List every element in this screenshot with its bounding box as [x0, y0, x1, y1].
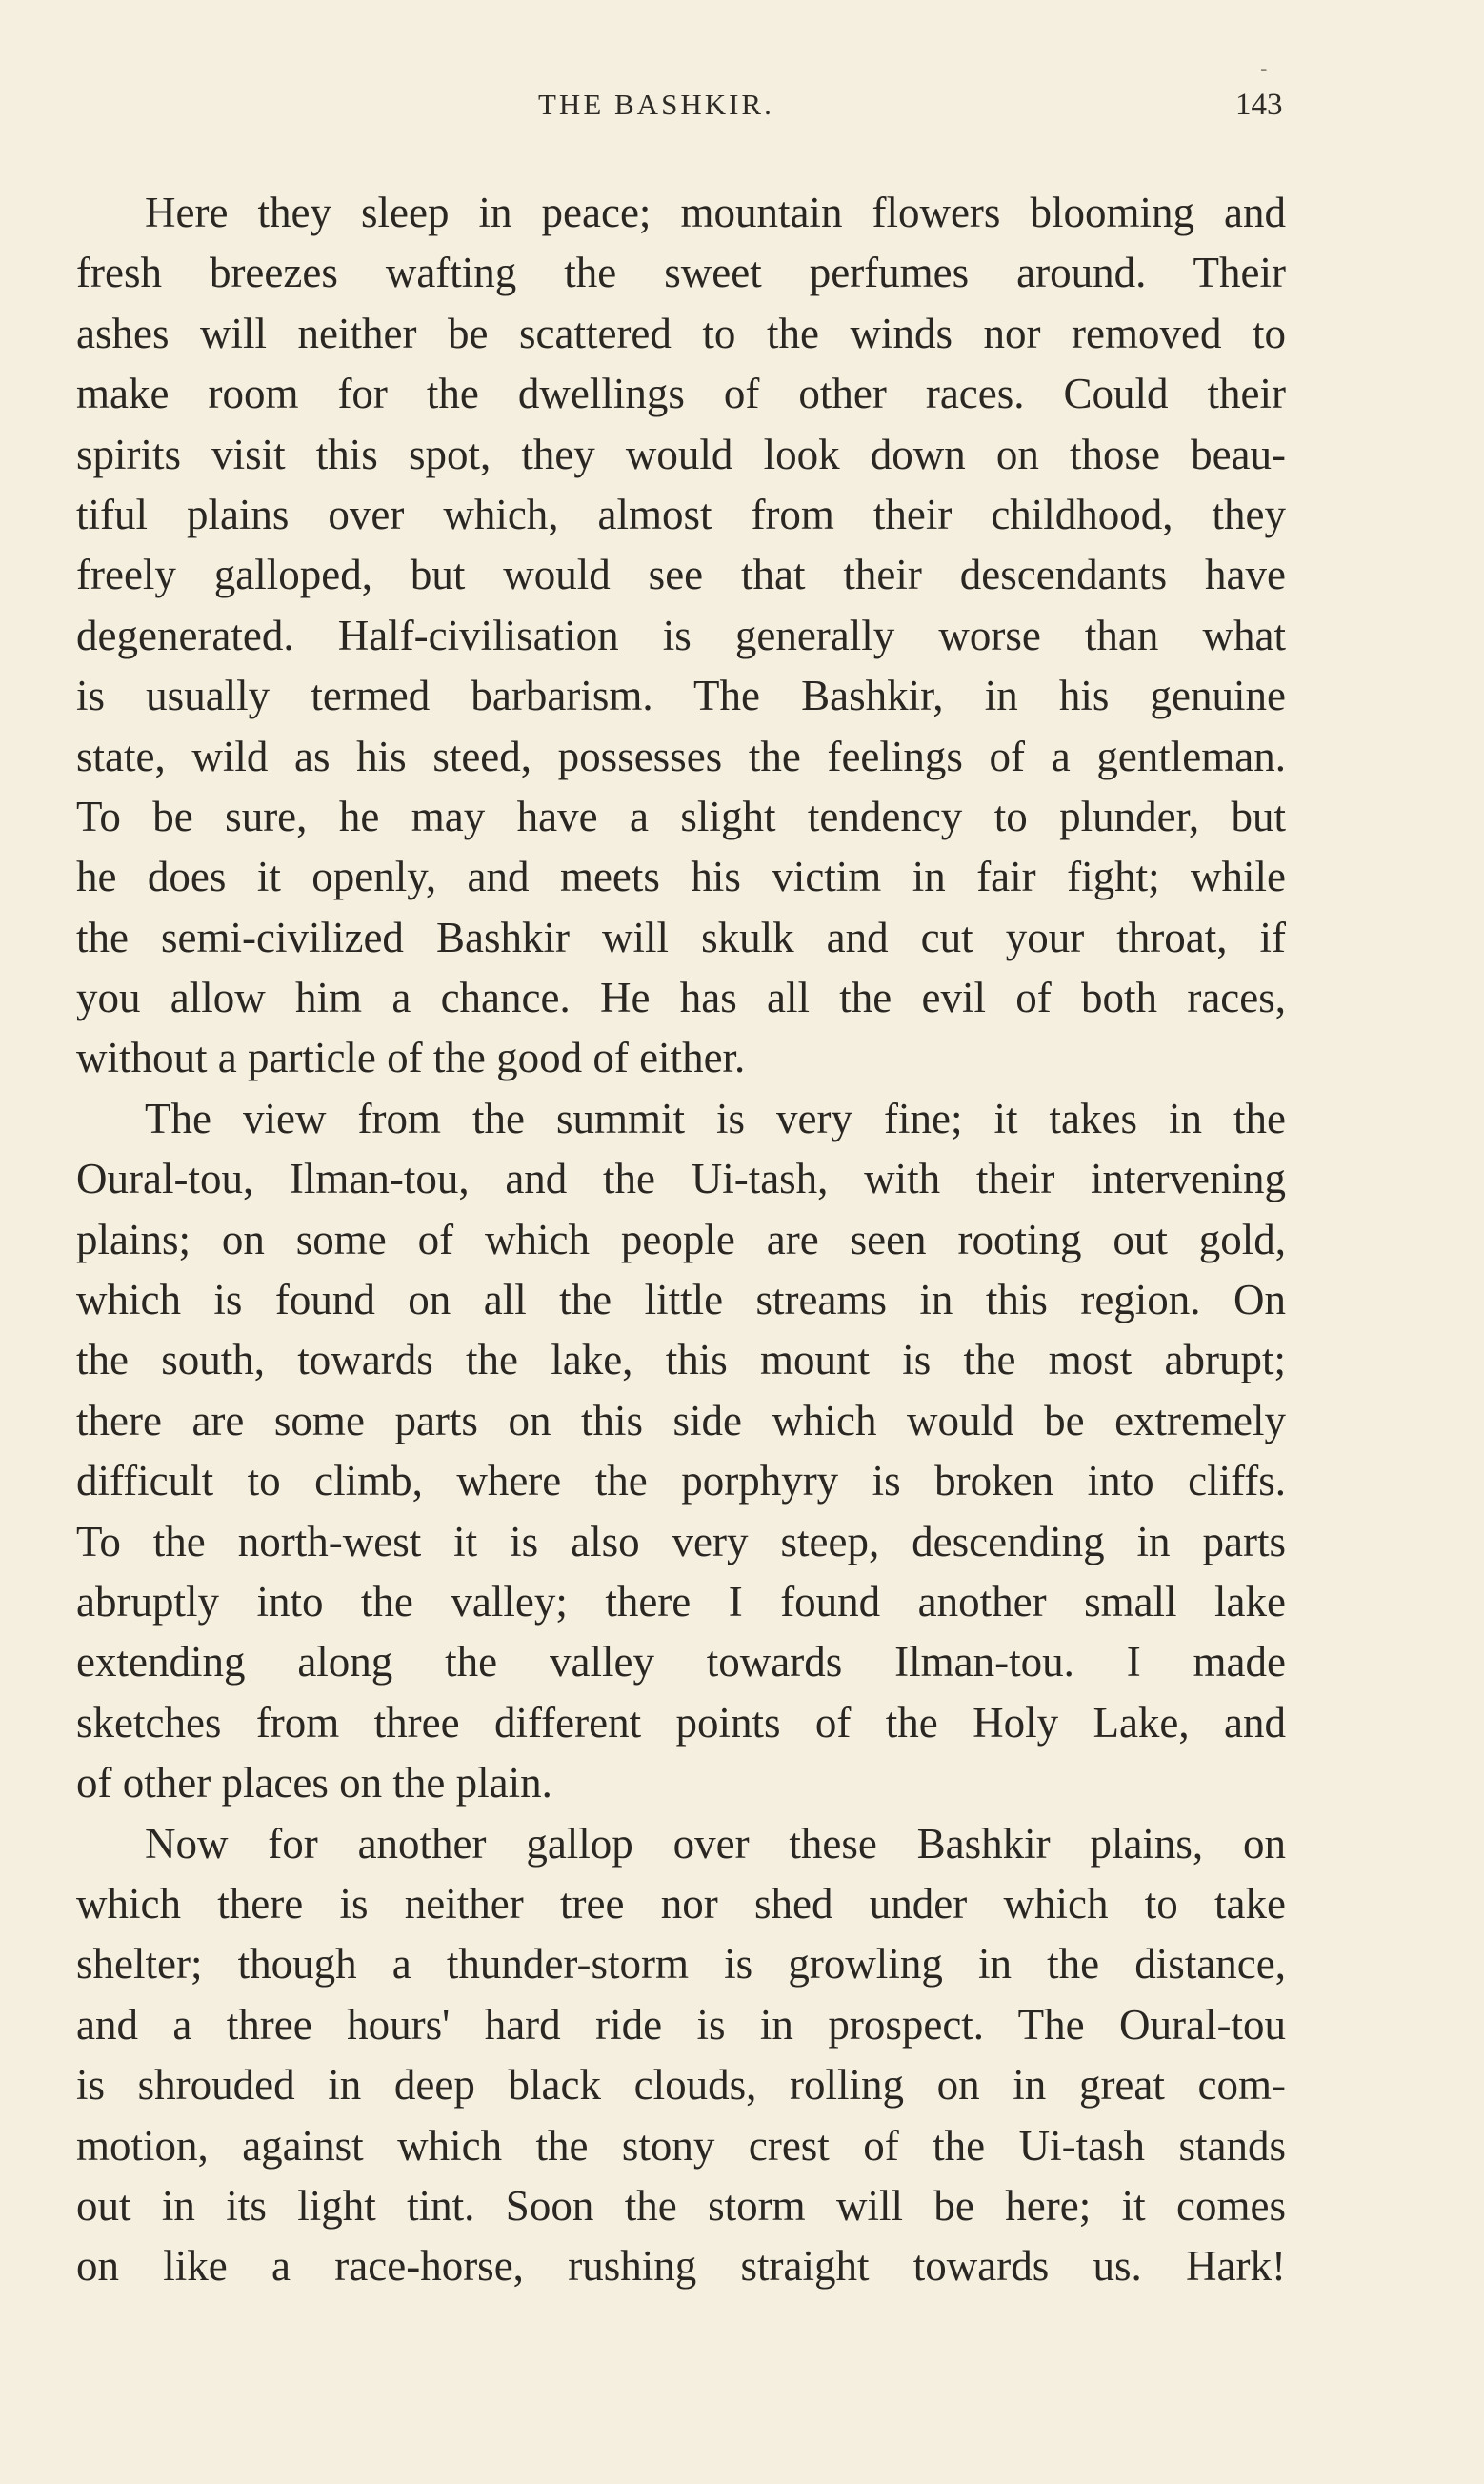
text-line: Now for another gallop over these Bashkir plains, on: [145, 1819, 1286, 1868]
text-line: state, wild as his steed, possesses the feelings of a gentleman.: [76, 732, 1286, 780]
text-line: the south, towards the lake, this mount is the most abrupt;: [76, 1336, 1286, 1384]
text-line: tiful plains over which, almost from their childhood, they: [76, 490, 1286, 538]
text-line: degenerated. Half-civilisation is generally worse than what: [76, 611, 1286, 659]
text-line: motion, against which the stony crest of the Ui-tash stands: [76, 2121, 1286, 2170]
text-line: difficult to climb, where the porphyry is broken into cliffs.: [76, 1457, 1286, 1505]
text-line: you allow him a chance. He has all the evil of both races,: [76, 974, 1286, 1022]
text-line: he does it openly, and meets his victim in fair fight; while: [76, 853, 1286, 901]
text-line: which there is neither tree nor shed under which to take: [76, 1879, 1286, 1928]
text-line: make room for the dwellings of other races. Could their: [76, 370, 1286, 418]
text-line: ashes will neither be scattered to the winds nor removed to: [76, 309, 1286, 357]
text-line: plains; on some of which people are seen rooting out gold,: [76, 1215, 1286, 1263]
running-head: THE BASHKIR.: [538, 88, 774, 121]
text-line: Here they sleep in peace; mountain flowers blooming and: [145, 189, 1286, 236]
text-line: sketches from three different points of the Holy Lake, and: [76, 1698, 1286, 1747]
text-line: To be sure, he may have a slight tendency to plunder, but: [76, 792, 1286, 840]
text-line: The view from the summit is very fine; it takes in the: [145, 1094, 1286, 1142]
text-line: of other places on the plain.: [76, 1759, 552, 1807]
text-line: is shrouded in deep black clouds, rolling on in great com-: [76, 2061, 1286, 2110]
text-line: extending along the valley towards Ilman-tou. I made: [76, 1638, 1286, 1686]
text-line: To the north-west it is also very steep, descending in parts: [76, 1517, 1286, 1565]
text-line: there are some parts on this side which would be extremely: [76, 1396, 1286, 1444]
text-line: and a three hours' hard ride is in prospect. The Oural-tou: [76, 2000, 1286, 2049]
text-line: freely galloped, but would see that their descendants have: [76, 551, 1286, 599]
page-number: 143: [1235, 88, 1283, 122]
text-line: out in its light tint. Soon the storm will be here; it comes: [76, 2181, 1286, 2230]
text-line: without a particle of the good of either.: [76, 1034, 746, 1082]
text-line: is usually termed barbarism. The Bashkir, in his genuine: [76, 672, 1286, 720]
text-line: Oural-tou, Ilman-tou, and the Ui-tash, with their intervening: [76, 1155, 1286, 1203]
page-mark: -: [1260, 57, 1268, 81]
text-line: on like a race-horse, rushing straight towards us. Hark!: [76, 2242, 1286, 2291]
body-text: [76, 183, 1286, 2297]
text-line: shelter; though a thunder-storm is growling in the distance,: [76, 1940, 1286, 1989]
text-line: the semi-civilized Bashkir will skulk and cut your throat, if: [76, 913, 1286, 961]
text-line: spirits visit this spot, they would look down on those beau-: [76, 430, 1286, 478]
text-line: abruptly into the valley; there I found another small lake: [76, 1577, 1286, 1626]
text-line: fresh breezes wafting the sweet perfumes around. Their: [76, 249, 1286, 297]
text-line: which is found on all the little streams in this region. On: [76, 1276, 1286, 1324]
